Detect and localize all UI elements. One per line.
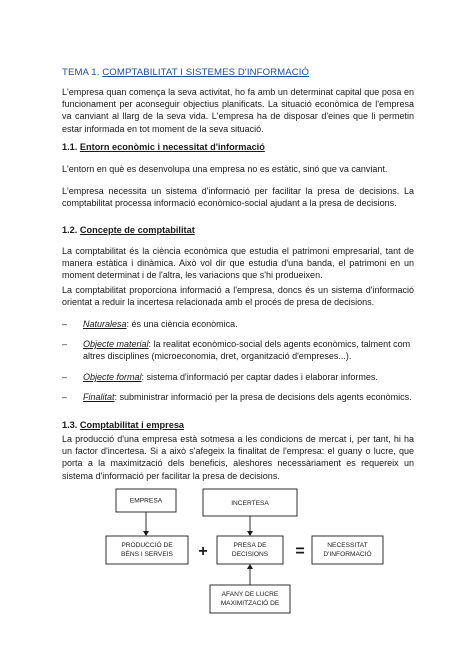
title-prefix: TEMA 1. <box>62 67 103 78</box>
section-1-1-paragraph-2: L'empresa necessita un sistema d'informació per facilitar la presa de decisions. La comptabilitat processa informació econòmico-social ajudant a la presa de decisions. <box>62 186 414 209</box>
plus-sign: + <box>198 543 208 560</box>
list-desc: : subministrar informació per la presa de decisions dels agents econòmics. <box>114 392 412 402</box>
label-afany-line-2: MAXIMITZACIÓ DE <box>220 600 280 607</box>
arrowhead <box>247 564 253 569</box>
list-dash: – <box>62 372 68 382</box>
box-afany-lucre <box>210 585 290 613</box>
list-term: Objecte material <box>83 339 149 349</box>
equals-sign: = <box>295 543 305 560</box>
label-necessitat-line-1: NECESSITAT <box>327 542 368 549</box>
section-number: 1.1. <box>62 142 80 152</box>
section-heading-text: Entorn econòmic i necessitat d'informació <box>79 142 265 152</box>
box-presa-decisions <box>217 536 283 564</box>
list-desc: : sistema d'informació per captar dades i elaborar informes. <box>141 372 378 382</box>
label-produccio-line-2: BÉNS I SERVEIS <box>121 551 173 558</box>
label-incertesa: INCERTESA <box>231 500 269 507</box>
section-1-3-paragraph-1: La producció d'una empresa està sotmesa a les condicions de mercat i, per tant, hi ha un factor d'incertesa. Si a això s'afegeix la finalitat de l'empresa: el guany o lucre, que porta a la maximització dels beneficis, aleshores necessàriament es requereix un sistema d'informació per facilitar la presa de decisions. <box>62 434 414 481</box>
box-necessitat <box>312 536 383 564</box>
section-1-1-paragraph-1: L'entorn en què es desenvolupa una empresa no es estàtic, sinó que va canviant. <box>62 164 388 174</box>
section-1-2-paragraph-1: La comptabilitat és la ciència econòmica que estudia el patrimoni empresarial, tant de manera estàtica i dinàmica. Això vol dir que estudia d'una banda, el patrimoni en un moment determinat i de l'altra, les variacions que s'hi produeixen. <box>62 246 414 281</box>
section-heading-text: Comptabilitat i empresa <box>79 420 185 430</box>
section-number: 1.3. <box>62 420 80 430</box>
label-necessitat-line-2: D'INFORMACIÓ <box>323 551 372 558</box>
title-text: COMPTABILITAT I SISTEMES D'INFORMACIÓ <box>102 67 310 78</box>
section-number: 1.2. <box>62 225 80 235</box>
intro-paragraph: L'empresa quan comença la seva activitat, ho fa amb un determinat capital que posa en funcionament per aconseguir objectius planificats. La situació econòmica de l'empresa va canviant al llarg de la seva vida. L'empresa ha de disposar d'eines que li permetin estar informada en tot moment de la seva situació. <box>62 87 414 134</box>
label-afany-line-1: AFANY DE LUCRE <box>221 591 279 598</box>
list-desc: : la realitat econòmico-social dels agents econòmics, talment com altres disciplines (microeconomia, dret, organització d'empreses...). <box>83 339 411 362</box>
list-term: Naturalesa <box>83 319 127 329</box>
label-presa-line-1: PRESA DE <box>233 542 267 549</box>
list-term: Finalitat <box>83 392 115 402</box>
list-dash: – <box>62 319 68 329</box>
arrowhead <box>143 531 149 536</box>
list-term: Objecte formal <box>83 372 142 382</box>
list-dash: – <box>62 339 68 349</box>
section-1-2-paragraph-2: La comptabilitat proporciona informació a l'empresa, doncs és un sistema d'informació orientat a reduir la incertesa relacionada amb el procés de presa de decisions. <box>62 285 414 308</box>
box-produccio <box>106 536 188 564</box>
label-presa-line-2: DECISIONS <box>231 551 269 558</box>
arrowhead <box>247 531 253 536</box>
list-desc: : és una ciència econòmica. <box>126 319 238 329</box>
label-produccio-line-1: PRODUCCIÓ DE <box>121 542 173 549</box>
label-empresa: EMPRESA <box>129 497 163 505</box>
section-heading-text: Concepte de comptabilitat <box>79 225 195 235</box>
list-dash: – <box>62 392 68 402</box>
